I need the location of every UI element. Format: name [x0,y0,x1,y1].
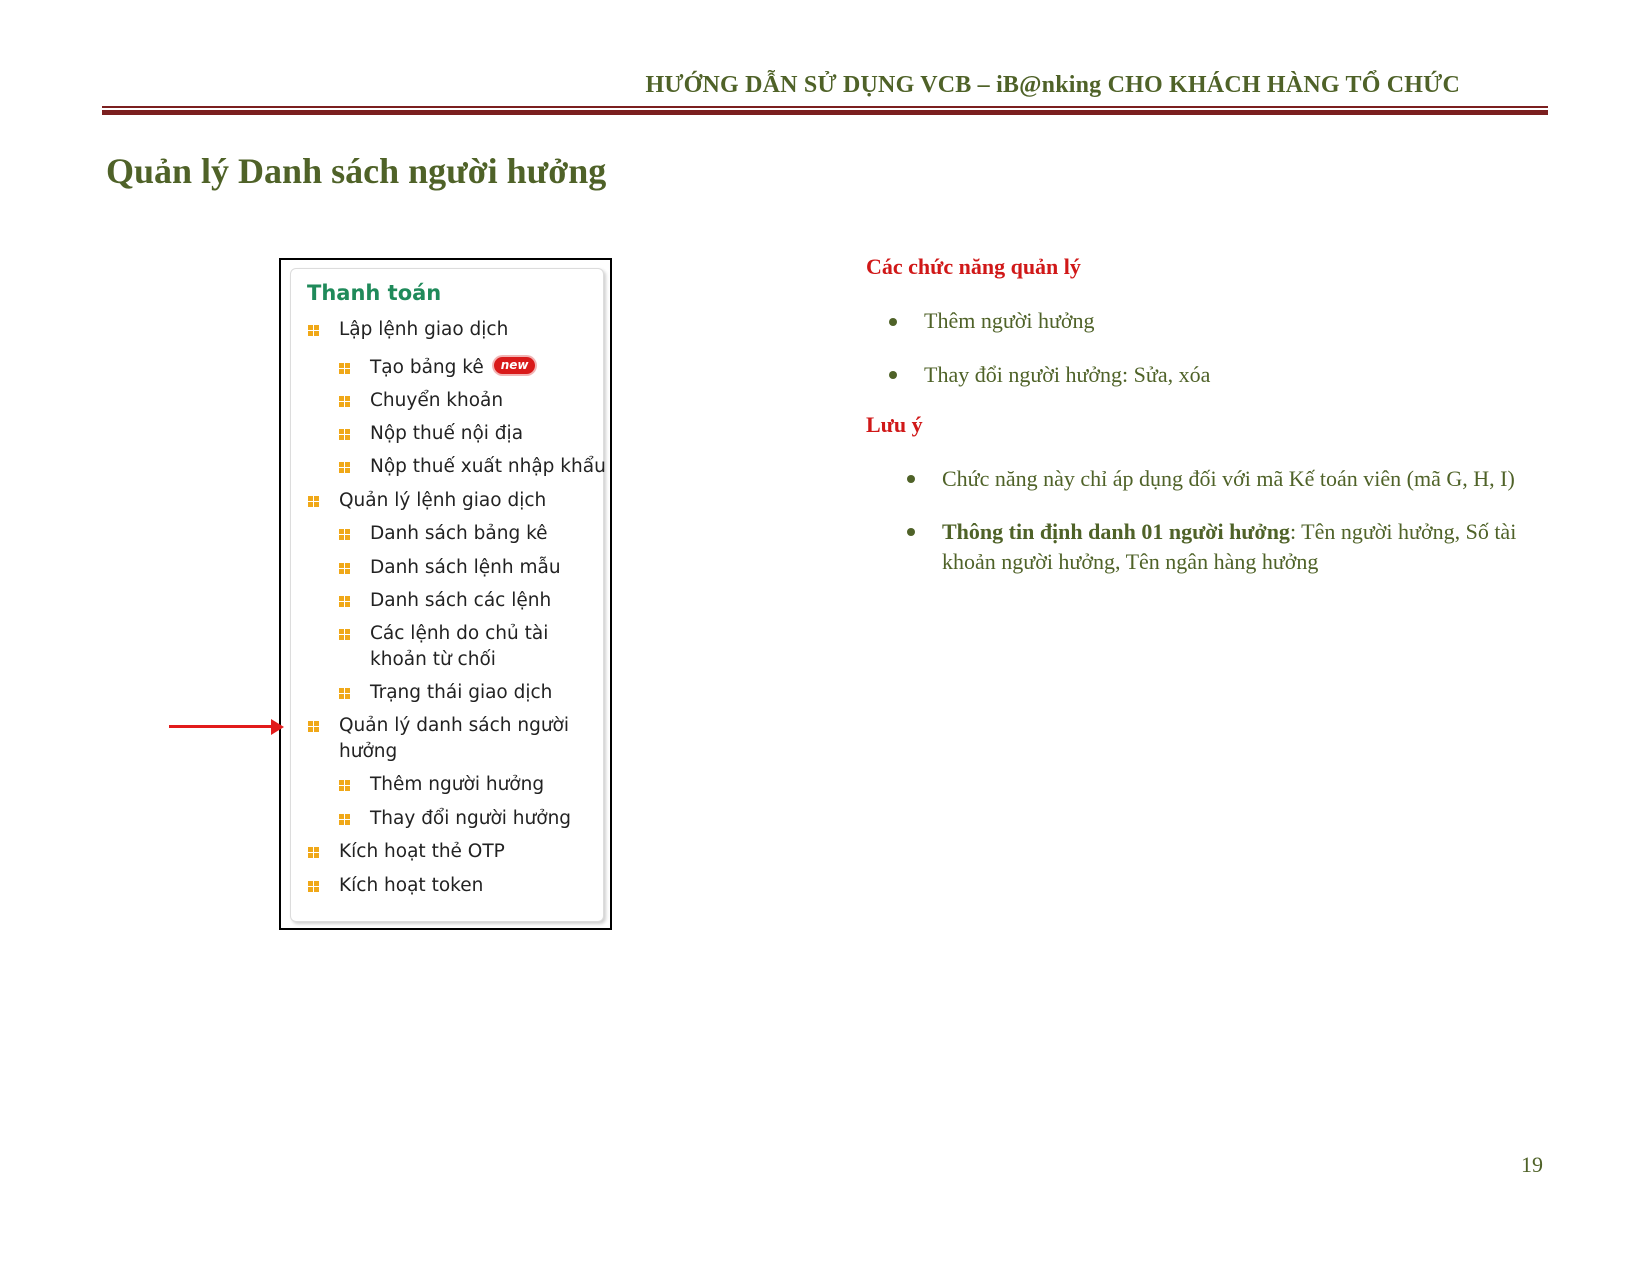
menu-item-tao-bang-ke[interactable] [370,355,535,381]
menu-heading: Thanh toán [307,281,442,305]
menu-item-label: Chuyển khoản [370,390,504,411]
header-title: HƯỚNG DẪN SỬ DỤNG VCB – iB@nking CHO KHÁCH HÀNG TỔ CHỨC [645,72,1460,98]
bullet-dot-icon [907,528,915,536]
arrow-head-icon [271,719,284,735]
menu-item-lap-lenh[interactable] [339,317,508,343]
menu-item-them-nguoi-huong[interactable] [370,772,544,798]
bullet-icon [308,721,319,732]
menu-item-trang-thai[interactable] [370,680,552,706]
menu-screenshot [279,258,612,930]
functions-heading: Các chức năng quản lý [866,254,1081,279]
header-rule-thin [102,106,1548,108]
menu-item-label: Quản lý lệnh giao dịch [339,490,547,511]
menu-item-quan-ly-nguoi-huong[interactable] [339,713,569,765]
note-item-identity [942,519,1516,545]
bullet-icon [339,396,350,407]
bullet-icon [339,462,350,473]
bullet-icon [308,881,319,892]
bullet-icon [339,688,350,699]
bullet-icon [339,363,350,374]
page-title: Quản lý Danh sách người hưởng [106,151,607,191]
menu-item-label: Quản lý danh sách người [339,715,570,736]
note-item-identity-bold: Thông tin định danh 01 người hưởng [942,519,1290,544]
menu-item-label: Danh sách các lệnh [370,590,552,611]
note-item-scope: Chức năng này chỉ áp dụng đối với mã Kế toán viên (mã G, H, I) [942,466,1515,491]
menu-item-label-line2: hưởng [339,741,398,762]
bullet-icon [308,847,319,858]
function-item-add: Thêm người hưởng [924,308,1095,333]
menu-item-danh-sach-cac-lenh[interactable] [370,588,551,614]
bullet-icon [339,814,350,825]
page-number: 19 [1521,1152,1543,1177]
bullet-icon [339,780,350,791]
bullet-icon [339,596,350,607]
menu-item-nop-thue-xnk[interactable] [370,454,606,480]
header-rule-thick [102,110,1548,115]
menu-item-chuyen-khoan[interactable] [370,388,503,414]
note-item-identity-text: : Tên người hưởng, Số tài [1289,519,1517,544]
menu-item-kich-hoat-otp[interactable] [339,839,505,865]
menu-item-label: Nộp thuế nội địa [370,423,524,444]
bullet-icon [339,429,350,440]
menu-item-label: Các lệnh do chủ tài [370,623,549,644]
bullet-icon [339,629,350,640]
menu-item-quan-ly-lenh[interactable] [339,488,546,514]
bullet-icon [308,325,319,336]
note-item-identity-line2: khoản người hưởng, Tên ngân hàng hưởng [942,549,1319,574]
menu-item-thay-doi-nguoi-huong[interactable] [370,806,571,832]
menu-item-label: Tạo bảng kê [370,357,484,378]
notes-heading: Lưu ý [866,412,923,437]
menu-item-danh-sach-bang-ke[interactable] [370,521,548,547]
menu-item-label: Thay đổi người hưởng [370,808,572,829]
menu-item-label: Kích hoạt token [339,875,484,896]
menu-item-nop-thue-noi-dia[interactable] [370,421,523,447]
menu-item-danh-sach-lenh-mau[interactable] [370,555,561,581]
menu-item-lenh-tu-choi[interactable] [370,621,548,673]
bullet-icon [339,529,350,540]
menu-item-label: Kích hoạt thẻ OTP [339,841,505,862]
bullet-dot-icon [889,318,897,326]
new-badge: new [494,357,536,374]
menu-item-label: Nộp thuế xuất nhập khẩu [370,456,606,477]
menu-item-kich-hoat-token[interactable] [339,873,483,899]
payment-menu [290,268,604,922]
menu-item-label: Trạng thái giao dịch [370,682,553,703]
menu-item-label: Thêm người hưởng [370,774,545,795]
menu-item-label: Danh sách bảng kê [370,523,548,544]
bullet-icon [308,496,319,507]
bullet-dot-icon [889,371,897,379]
function-item-change: Thay đổi người hưởng: Sửa, xóa [924,362,1211,387]
pointer-arrow-icon [169,725,273,728]
menu-item-label-line2: khoản từ chối [370,649,496,670]
menu-item-label: Lập lệnh giao dịch [339,319,509,340]
bullet-icon [339,563,350,574]
bullet-dot-icon [907,475,915,483]
menu-item-label: Danh sách lệnh mẫu [370,557,561,578]
